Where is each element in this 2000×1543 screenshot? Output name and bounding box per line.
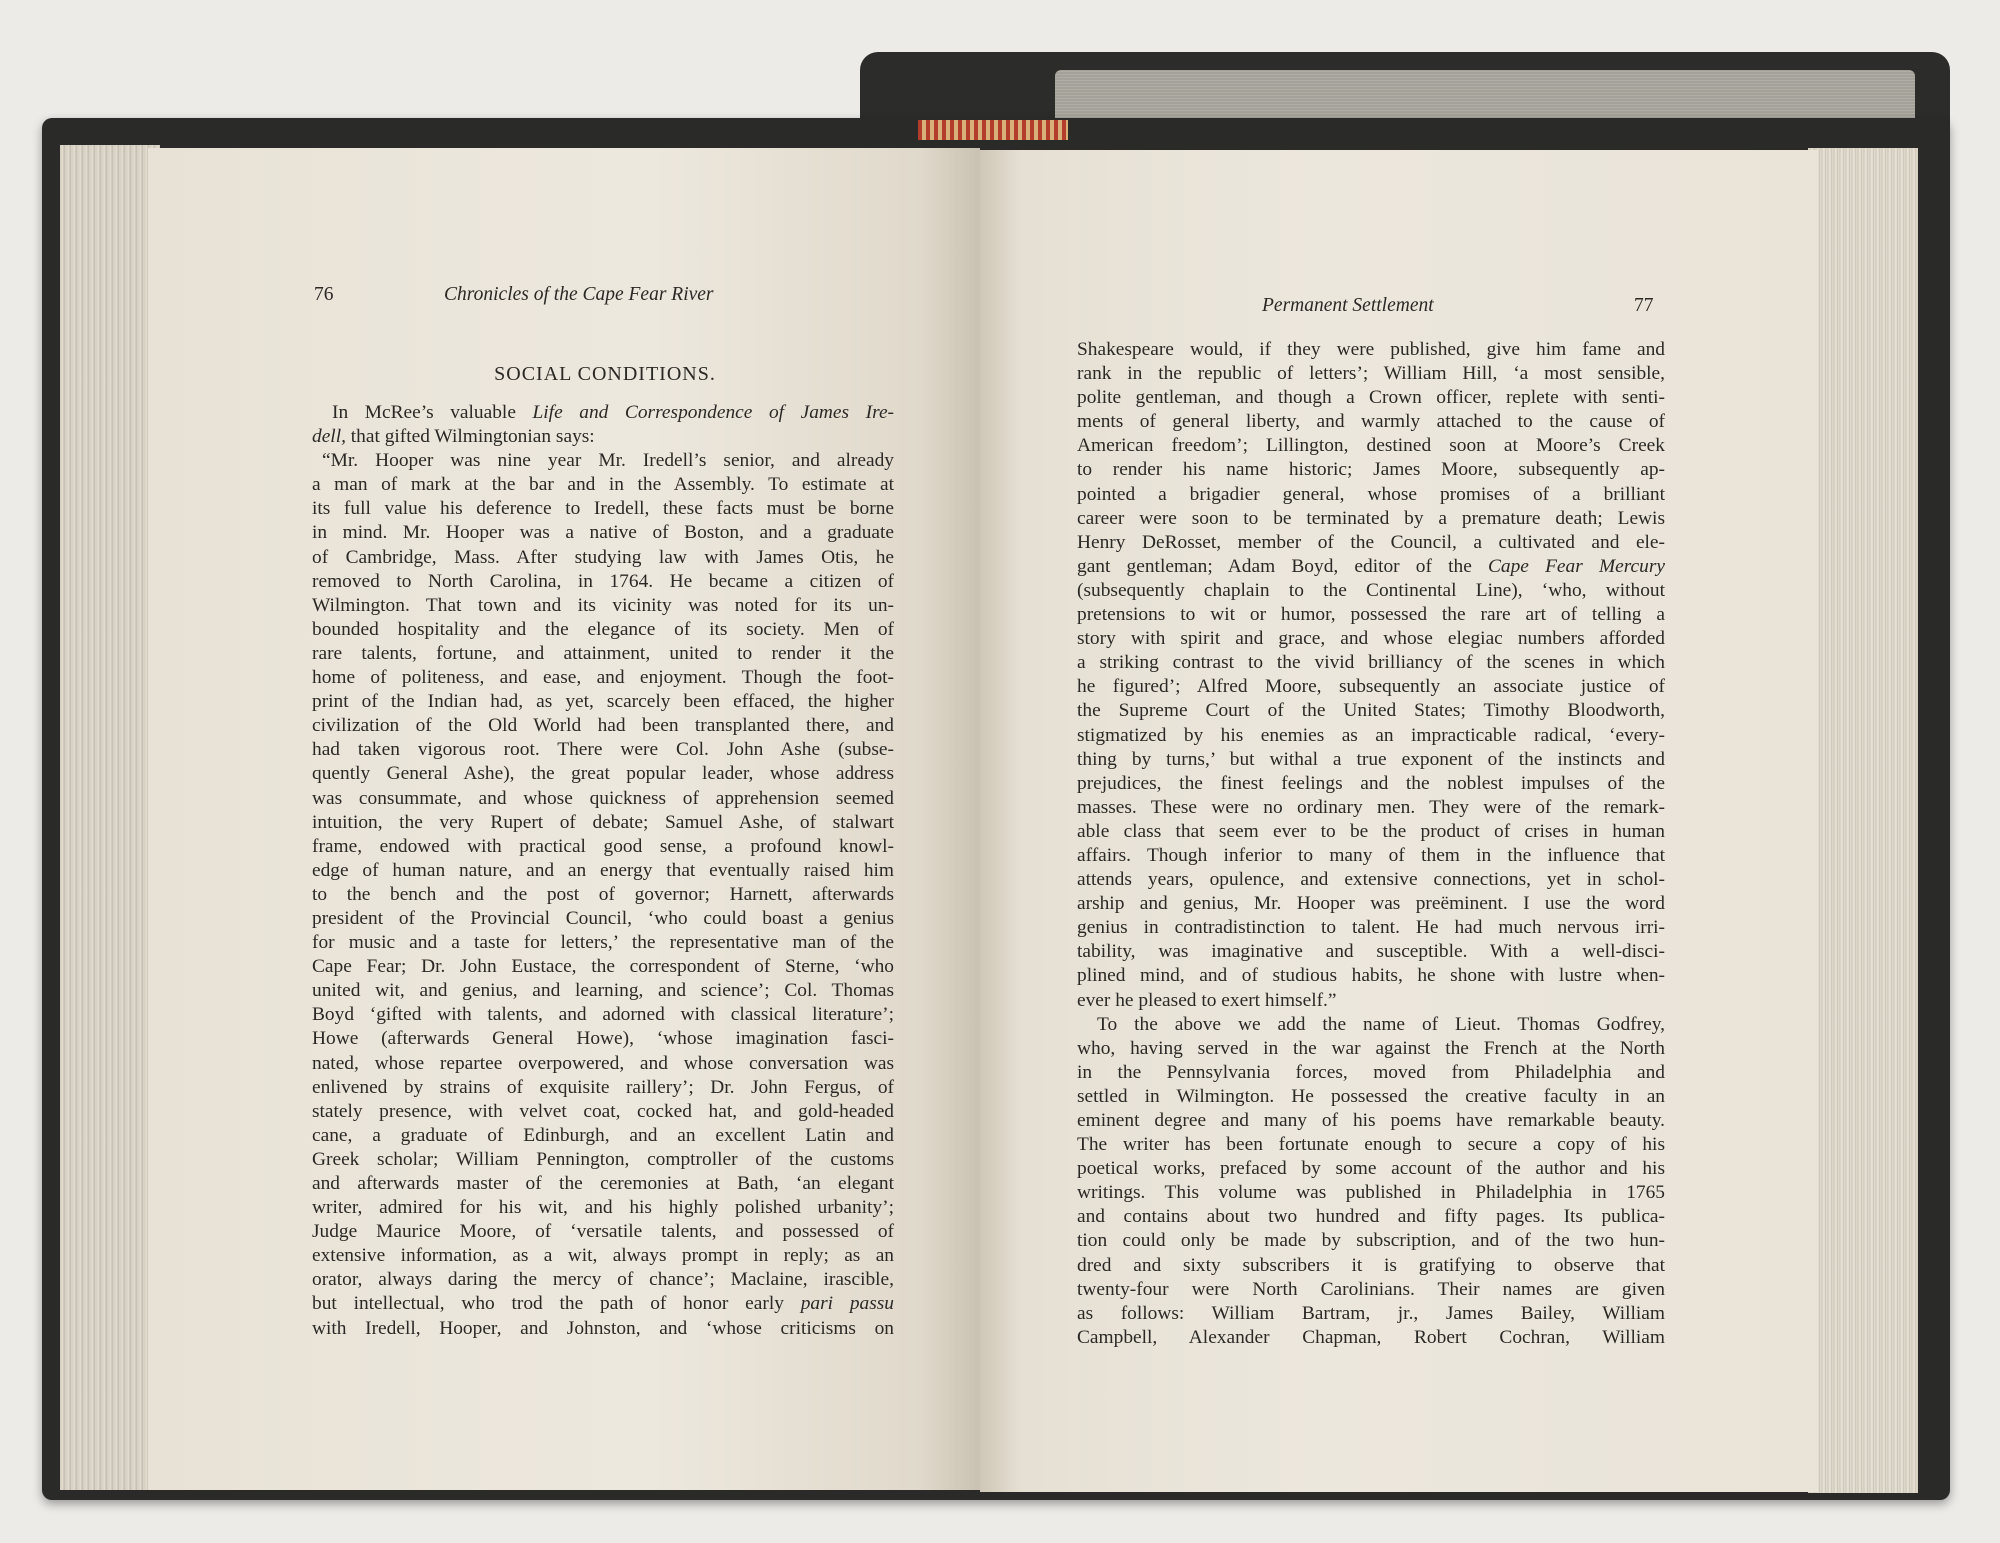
text-line: thing by turns,’ but withal a true exponent of the instincts and xyxy=(1077,748,1665,770)
text-line: tability, was imaginative and susceptible. With a well-disci- xyxy=(1077,941,1665,963)
text-line: To the above we add the name of Lieut. Thomas Godfrey, xyxy=(1097,1013,1665,1035)
left-page-edges xyxy=(60,145,160,1490)
left-running-head: Chronicles of the Cape Fear River xyxy=(444,284,714,305)
text-line: eminent degree and many of his poems have remarkable beauty. xyxy=(1077,1110,1665,1131)
text-line: to the bench and the post of governor; Harnett, afterwards xyxy=(312,883,894,905)
headband xyxy=(918,120,1068,140)
left-page-number: 76 xyxy=(314,284,334,305)
text-line: American freedom’; Lillington, destined soon at Moore’s Creek xyxy=(1077,435,1665,457)
text-line: of Cambridge, Mass. After studying law with James Otis, he xyxy=(312,546,894,568)
text-line: frame, endowed with practical good sense, a profound knowl- xyxy=(312,835,894,857)
text-line: united wit, and genius, and learning, and science’; Col. Thomas xyxy=(312,980,894,1002)
text-line: but intellectual, who trod the path of honor early pari passu xyxy=(312,1293,894,1315)
text-line: pointed a brigadier general, whose promises of a brilliant xyxy=(1077,483,1665,505)
right-page-body xyxy=(1077,338,1665,1350)
text-line: In McRee’s valuable Life and Correspondence of James Ire- xyxy=(332,402,895,423)
text-line: arship and genius, Mr. Hooper was preëminent. I use the word xyxy=(1077,893,1665,915)
text-line: rank in the republic of letters’; William Hill, ‘a most sensible, xyxy=(1077,363,1665,385)
text-line: extensive information, as a wit, always prompt in reply; as an xyxy=(312,1245,894,1267)
text-line: able class that seem ever to be the product of crises in human xyxy=(1077,820,1665,842)
text-line: quently General Ashe), the great popular leader, whose address xyxy=(312,763,894,785)
text-line: to render his name historic; James Moore, subsequently ap- xyxy=(1077,459,1665,481)
text-line: for music and a taste for letters,’ the representative man of the xyxy=(312,932,894,954)
text-line: The writer has been fortunate enough to secure a copy of his xyxy=(1077,1134,1665,1156)
text-line: Shakespeare would, if they were published, give him fame and xyxy=(1077,339,1665,360)
text-line: enlivened by strains of exquisite raillery’; Dr. John Fergus, of xyxy=(312,1076,894,1098)
text-line: pretensions to wit or humor, possessed the rare art of telling a xyxy=(1077,604,1665,626)
text-line: Judge Maurice Moore, of ‘versatile talents, and possessed of xyxy=(312,1221,894,1243)
text-line: gant gentleman; Adam Boyd, editor of the Cape Fear Mercury xyxy=(1077,555,1665,577)
text-line: who, having served in the war against the French at the North xyxy=(1077,1037,1665,1059)
text-line: stately presence, with velvet coat, cocked hat, and gold-headed xyxy=(312,1100,894,1122)
left-page-body xyxy=(312,401,894,1341)
text-line: intuition, the very Rupert of debate; Samuel Ashe, of stalwart xyxy=(312,811,894,833)
text-line: twenty-four were North Carolinians. Their names are given xyxy=(1077,1278,1665,1300)
text-line: dell, that gifted Wilmingtonian says: xyxy=(312,426,595,448)
text-line: in mind. Mr. Hooper was a native of Boston, and a graduate xyxy=(312,522,894,544)
text-line: ever he pleased to exert himself.” xyxy=(1077,989,1337,1011)
text-line: had taken vigorous root. There were Col. John Ashe (subse- xyxy=(312,739,894,761)
right-page-number: 77 xyxy=(1634,295,1654,316)
text-line: edge of human nature, and an energy that eventually raised him xyxy=(312,859,894,881)
text-line: Cape Fear; Dr. John Eustace, the correspondent of Sterne, ‘who xyxy=(312,956,894,978)
text-line: Howe (afterwards General Howe), ‘whose imagination fasci- xyxy=(312,1028,894,1050)
text-line: settled in Wilmington. He possessed the creative faculty in an xyxy=(1077,1085,1665,1107)
text-line: its full value his deference to Iredell, these facts must be borne xyxy=(312,498,894,520)
text-line: ments of general liberty, and warmly attached to the cause of xyxy=(1077,411,1665,433)
text-line: print of the Indian had, as yet, scarcely been effaced, the higher xyxy=(312,691,894,713)
right-running-head: Permanent Settlement xyxy=(1262,295,1434,316)
text-line: “Mr. Hooper was nine year Mr. Iredell’s senior, and already xyxy=(322,450,894,472)
text-line: president of the Provincial Council, ‘who could boast a genius xyxy=(312,907,894,929)
text-line: with Iredell, Hooper, and Johnston, and ‘whose criticisms on xyxy=(312,1317,894,1339)
text-line: Greek scholar; William Pennington, comptroller of the customs xyxy=(312,1148,894,1170)
text-line: a man of mark at the bar and in the Assembly. To estimate at xyxy=(312,474,894,496)
text-line: Boyd ‘gifted with talents, and adorned with classical literature’; xyxy=(312,1004,894,1026)
text-line: dred and sixty subscribers it is gratifying to observe that xyxy=(1077,1254,1665,1276)
text-line: genius in contradistinction to talent. He had much nervous irri- xyxy=(1077,917,1665,939)
text-line: stigmatized by his enemies as an impracticable radical, ‘every- xyxy=(1077,724,1665,746)
text-line: attends years, opulence, and extensive connections, yet in schol- xyxy=(1077,869,1665,891)
text-line: tion could only be made by subscription, and of the two hun- xyxy=(1077,1230,1665,1252)
text-line: and contains about two hundred and fifty pages. Its publica- xyxy=(1077,1206,1665,1228)
text-line: poetical works, prefaced by some account of the author and his xyxy=(1077,1158,1665,1180)
text-line: as follows: William Bartram, jr., James Bailey, William xyxy=(1077,1302,1665,1324)
text-line: in the Pennsylvania forces, moved from Philadelphia and xyxy=(1077,1061,1665,1083)
text-line: home of politeness, and ease, and enjoyment. Though the foot- xyxy=(312,667,894,689)
text-line: writer, admired for his wit, and his highly polished urbanity’; xyxy=(312,1197,894,1219)
text-line: nated, whose repartee overpowered, and whose conversation was xyxy=(312,1052,894,1074)
text-line: masses. These were no ordinary men. They were of the remark- xyxy=(1077,796,1665,818)
text-line: story with spirit and grace, and whose elegiac numbers afforded xyxy=(1077,628,1665,650)
text-line: (subsequently chaplain to the Continental Line), ‘who, without xyxy=(1077,579,1665,601)
text-line: Campbell, Alexander Chapman, Robert Cochran, William xyxy=(1077,1326,1665,1348)
text-line: plined mind, and of studious habits, he shone with lustre when- xyxy=(1077,965,1665,987)
text-line: polite gentleman, and though a Crown officer, replete with senti- xyxy=(1077,387,1665,409)
text-line: the Supreme Court of the United States; Timothy Bloodworth, xyxy=(1077,700,1665,722)
text-line: removed to North Carolina, in 1764. He became a citizen of xyxy=(312,570,894,592)
text-line: orator, always daring the mercy of chance’; Maclaine, irascible, xyxy=(312,1269,894,1291)
section-title: SOCIAL CONDITIONS. xyxy=(494,363,716,385)
text-line: rare talents, fortune, and attainment, united to render it the xyxy=(312,642,894,664)
text-line: writings. This volume was published in Philadelphia in 1765 xyxy=(1077,1182,1665,1204)
text-line: was consummate, and whose quickness of apprehension seemed xyxy=(312,787,894,809)
text-line: career were soon to be terminated by a premature death; Lewis xyxy=(1077,507,1665,529)
text-line: Henry DeRosset, member of the Council, a cultivated and ele- xyxy=(1077,531,1665,553)
text-line: affairs. Though inferior to many of them in the influence that xyxy=(1077,844,1665,866)
text-line: and afterwards master of the ceremonies at Bath, ‘an elegant xyxy=(312,1173,894,1194)
text-line: civilization of the Old World had been transplanted there, and xyxy=(312,715,894,737)
text-line: cane, a graduate of Edinburgh, and an excellent Latin and xyxy=(312,1124,894,1146)
right-page-edges xyxy=(1808,148,1918,1493)
text-line: he figured’; Alfred Moore, subsequently an associate justice of xyxy=(1077,676,1665,698)
text-line: prejudices, the finest feelings and the noblest impulses of the xyxy=(1077,772,1665,794)
text-line: Wilmington. That town and its vicinity was noted for its un- xyxy=(312,594,894,616)
text-line: bounded hospitality and the elegance of its society. Men of xyxy=(312,618,894,640)
text-line: a striking contrast to the vivid brilliancy of the scenes in which xyxy=(1077,652,1665,674)
